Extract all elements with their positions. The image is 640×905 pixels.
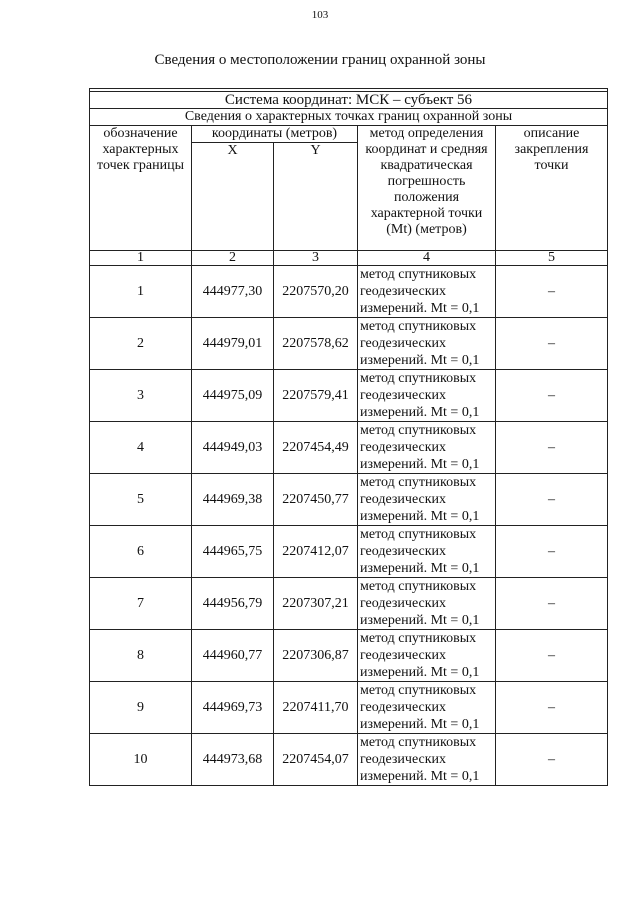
table-row — [90, 318, 608, 370]
table-row — [90, 422, 608, 474]
y-coordinate-cell: 2207578,62 — [274, 318, 358, 370]
y-coordinate-cell: 2207570,20 — [274, 266, 358, 318]
method-cell: метод спутниковых геодезических измерений. Mt = 0,1 — [358, 526, 496, 578]
header-method: метод определения координат и средняя квадратическая погрешность положения характерной точки (Mt) (метров) — [358, 126, 496, 251]
point-id-cell: 3 — [90, 370, 192, 422]
method-cell: метод спутниковых геодезических измерений. Mt = 0,1 — [358, 630, 496, 682]
description-cell: – — [496, 422, 608, 474]
table-row — [90, 526, 608, 578]
method-cell: метод спутниковых геодезических измерений. Mt = 0,1 — [358, 318, 496, 370]
description-cell: – — [496, 630, 608, 682]
description-cell: – — [496, 318, 608, 370]
method-cell: метод спутниковых геодезических измерений. Mt = 0,1 — [358, 266, 496, 318]
x-coordinate-cell: 444956,79 — [192, 578, 274, 630]
point-id-cell: 7 — [90, 578, 192, 630]
method-cell: метод спутниковых геодезических измерений. Mt = 0,1 — [358, 734, 496, 786]
method-cell: метод спутниковых геодезических измерений. Mt = 0,1 — [358, 682, 496, 734]
method-cell: метод спутниковых геодезических измерений. Mt = 0,1 — [358, 422, 496, 474]
x-coordinate-cell: 444960,77 — [192, 630, 274, 682]
table-row — [90, 682, 608, 734]
y-coordinate-cell: 2207412,07 — [274, 526, 358, 578]
description-cell: – — [496, 266, 608, 318]
y-coordinate-cell: 2207454,49 — [274, 422, 358, 474]
header-coordinates: координаты (метров) — [192, 126, 358, 143]
table-row — [90, 734, 608, 786]
description-cell: – — [496, 370, 608, 422]
header-description: описание закрепления точки — [496, 126, 608, 251]
method-cell: метод спутниковых геодезических измерений. Mt = 0,1 — [358, 370, 496, 422]
coordinate-system-title: Система координат: МСК – субъект 56 — [90, 92, 608, 109]
description-cell: – — [496, 734, 608, 786]
column-numbers-row — [90, 251, 608, 266]
y-coordinate-cell: 2207307,21 — [274, 578, 358, 630]
table-row — [90, 630, 608, 682]
header-y: Y — [274, 143, 358, 251]
point-id-cell: 9 — [90, 682, 192, 734]
point-id-cell: 6 — [90, 526, 192, 578]
x-coordinate-cell: 444949,03 — [192, 422, 274, 474]
point-id-cell: 8 — [90, 630, 192, 682]
x-coordinate-cell: 444965,75 — [192, 526, 274, 578]
description-cell: – — [496, 682, 608, 734]
column-number: 2 — [192, 251, 274, 266]
description-cell: – — [496, 578, 608, 630]
y-coordinate-cell: 2207306,87 — [274, 630, 358, 682]
page-number: 103 — [311, 9, 329, 21]
table-row — [90, 578, 608, 630]
point-id-cell: 2 — [90, 318, 192, 370]
x-coordinate-cell: 444977,30 — [192, 266, 274, 318]
description-cell: – — [496, 526, 608, 578]
header-point-designation: обозначение характерных точек границы — [90, 126, 192, 251]
y-coordinate-cell: 2207579,41 — [274, 370, 358, 422]
y-coordinate-cell: 2207411,70 — [274, 682, 358, 734]
y-coordinate-cell: 2207454,07 — [274, 734, 358, 786]
document-title: Сведения о местоположении границ охранной зоны — [154, 52, 486, 68]
point-id-cell: 1 — [90, 266, 192, 318]
x-coordinate-cell: 444979,01 — [192, 318, 274, 370]
table-row — [90, 370, 608, 422]
column-number: 4 — [358, 251, 496, 266]
table-row — [90, 266, 608, 318]
section-title: Сведения о характерных точках границ охранной зоны — [90, 109, 608, 126]
x-coordinate-cell: 444969,38 — [192, 474, 274, 526]
column-number: 5 — [496, 251, 608, 266]
table-row — [90, 474, 608, 526]
y-coordinate-cell: 2207450,77 — [274, 474, 358, 526]
method-cell: метод спутниковых геодезических измерений. Mt = 0,1 — [358, 474, 496, 526]
header-x: X — [192, 143, 274, 251]
boundary-points-table — [89, 88, 608, 786]
column-number: 1 — [90, 251, 192, 266]
point-id-cell: 10 — [90, 734, 192, 786]
column-number: 3 — [274, 251, 358, 266]
x-coordinate-cell: 444975,09 — [192, 370, 274, 422]
point-id-cell: 5 — [90, 474, 192, 526]
description-cell: – — [496, 474, 608, 526]
method-cell: метод спутниковых геодезических измерений. Mt = 0,1 — [358, 578, 496, 630]
x-coordinate-cell: 444973,68 — [192, 734, 274, 786]
table-body — [90, 266, 608, 786]
x-coordinate-cell: 444969,73 — [192, 682, 274, 734]
point-id-cell: 4 — [90, 422, 192, 474]
